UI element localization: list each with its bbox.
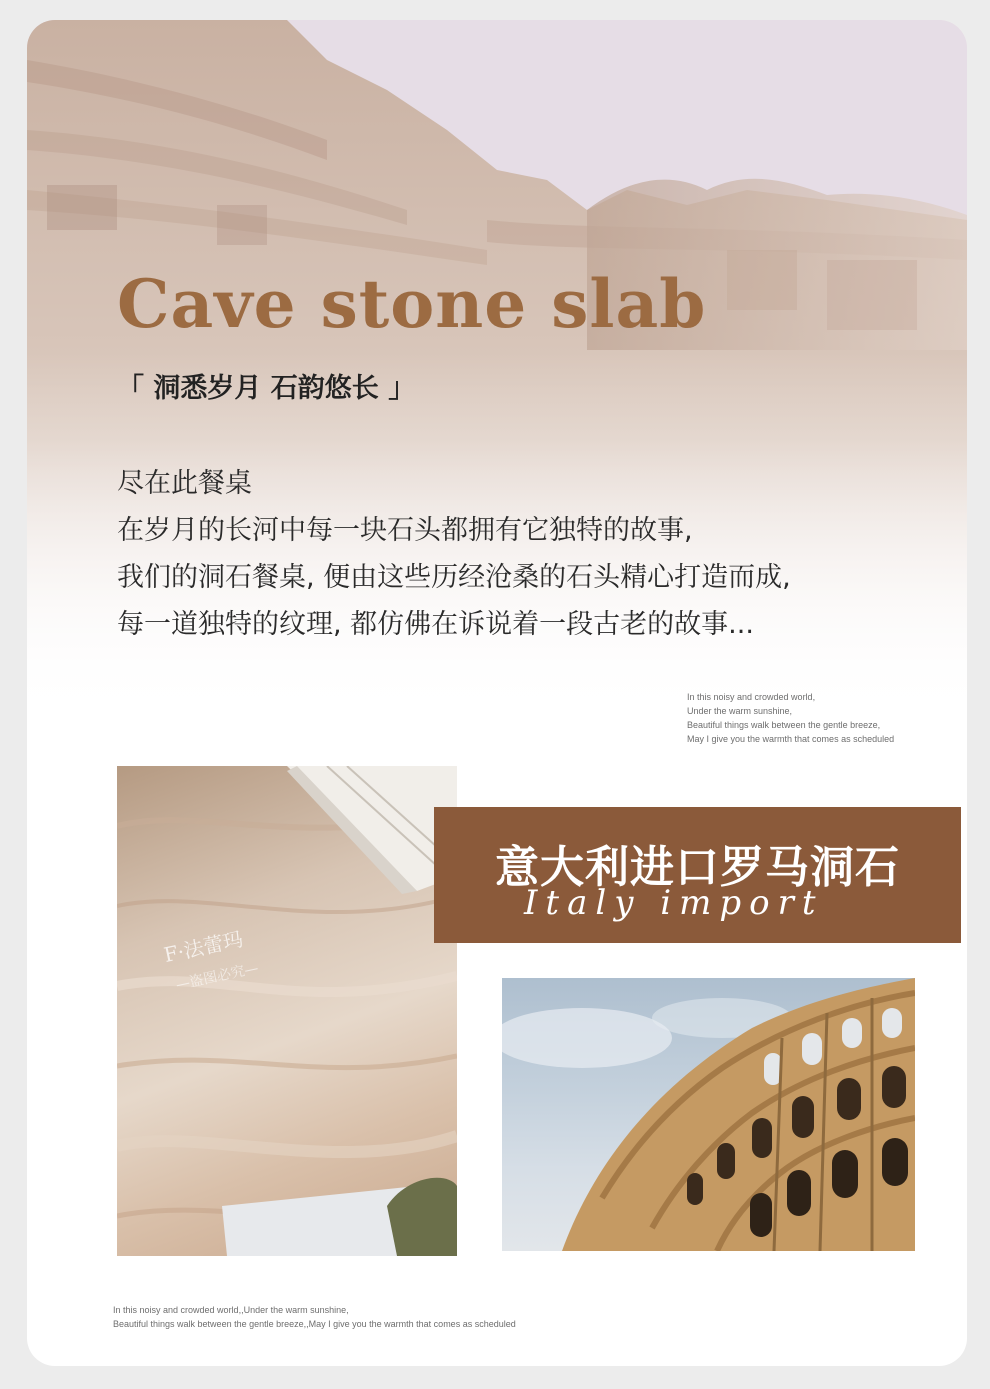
banner-title: 意大利进口罗马洞石 xyxy=(495,842,900,893)
intro-line: 尽在此餐桌 xyxy=(117,468,252,499)
note-line: Beautiful things walk between the gentle breeze,,May I give you the warmth that comes as scheduled xyxy=(113,1319,516,1329)
note-line: In this noisy and crowded world,,Under the warm sunshine, xyxy=(113,1305,349,1315)
marble-texture xyxy=(117,766,457,1256)
brand-watermark: F·法蕾玛 xyxy=(161,926,246,968)
intro-line: 在岁月的长河中每一块石头都拥有它独特的故事, xyxy=(117,515,693,546)
headline: Cave stone slab xyxy=(117,265,707,343)
watermark-notice: —盗图必究— xyxy=(174,960,260,994)
product-card xyxy=(27,20,967,1366)
colosseum-photo xyxy=(502,978,915,1251)
note-line: Under the warm sunshine, xyxy=(687,706,793,716)
colosseum-illustration xyxy=(502,978,915,1251)
import-banner xyxy=(434,807,961,943)
note-line: Beautiful things walk between the gentle breeze, xyxy=(687,720,881,730)
note-line: In this noisy and crowded world, xyxy=(687,692,816,702)
banner-subtitle: Italy import xyxy=(524,883,824,923)
marble-table-photo xyxy=(117,766,457,1256)
note-line: May I give you the warmth that comes as scheduled xyxy=(687,734,895,744)
slogan: 「 洞悉岁月 石韵悠长 」 xyxy=(117,373,416,404)
intro-line: 每一道独特的纹理, 都仿佛在诉说着一段古老的故事... xyxy=(117,609,754,640)
intro-line: 我们的洞石餐桌, 便由这些历经沧桑的石头精心打造而成, xyxy=(117,562,791,593)
english-note-top xyxy=(687,690,894,746)
english-note-bottom xyxy=(113,1303,516,1331)
intro-paragraph xyxy=(117,460,937,648)
